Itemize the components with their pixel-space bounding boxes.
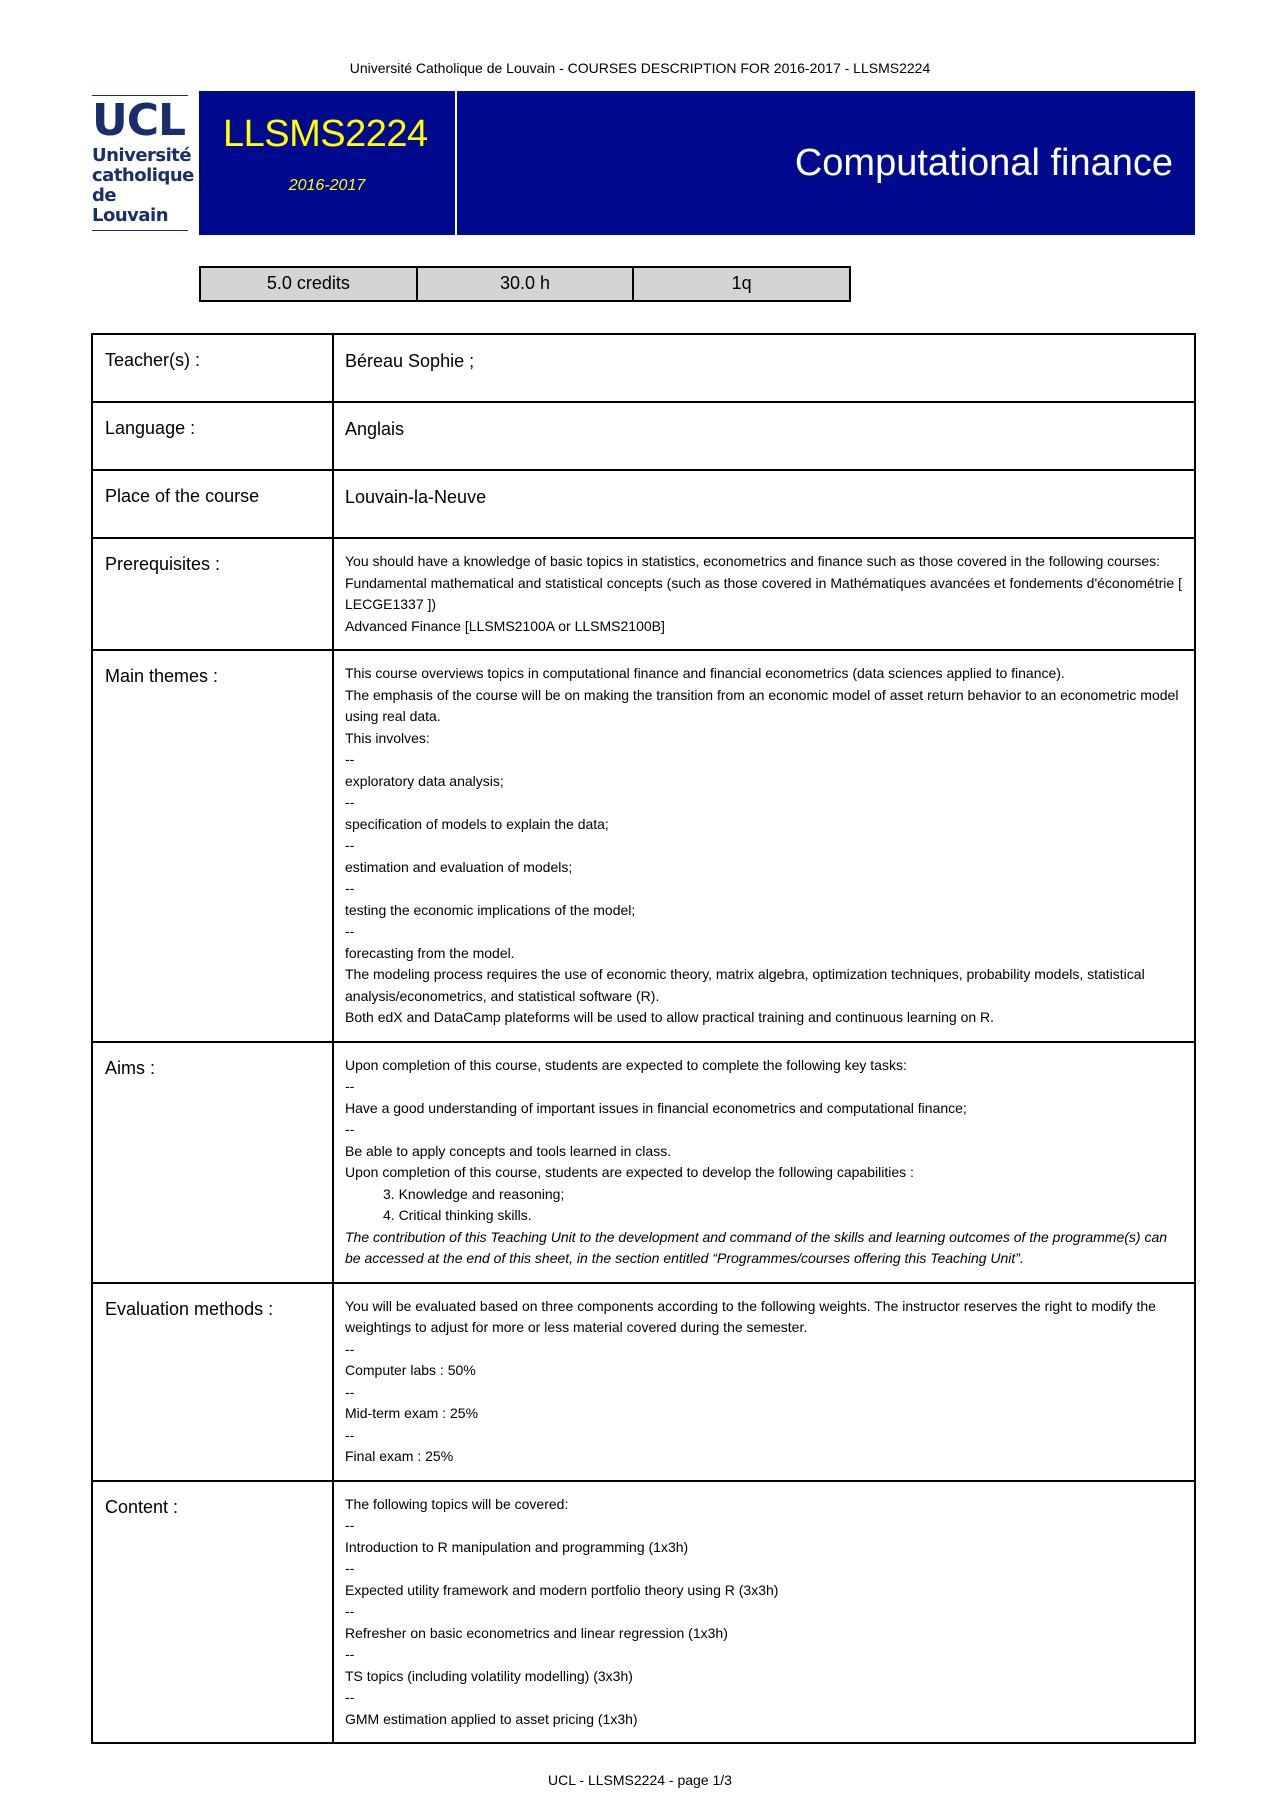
list-item: Introduction to R manipulation and programming (1x3h) <box>345 1538 689 1555</box>
list-item: Have a good understanding of important issues in financial econometrics and computational finance; <box>345 1099 967 1116</box>
text-line: Advanced Finance [LLSMS2100A or LLSMS2100B] <box>345 617 665 634</box>
place-value: Louvain-la-Neuve <box>333 470 1195 538</box>
logo-rule-bottom <box>92 230 188 231</box>
row-teachers <box>92 334 1195 402</box>
list-item: GMM estimation applied to asset pricing (1x3h) <box>345 1710 638 1727</box>
credits-value: 5.0 credits <box>201 268 418 300</box>
aims-value <box>333 1042 1195 1283</box>
row-label: Evaluation methods : <box>92 1283 333 1481</box>
themes-value <box>333 650 1195 1042</box>
list-dash: -- <box>345 1340 355 1357</box>
list-item: exploratory data analysis; <box>345 772 504 789</box>
text-line: This involves: <box>345 729 430 746</box>
text-line: Both edX and DataCamp plateforms will be used to allow practical training and continuous learning on R. <box>345 1009 995 1025</box>
prerequisites-value <box>333 538 1195 650</box>
evaluation-value <box>333 1283 1195 1481</box>
page-footer: UCL - LLSMS2224 - page 1/3 <box>548 1772 732 1788</box>
credits-bar <box>199 266 851 302</box>
list-dash: -- <box>345 1383 355 1400</box>
list-item: estimation and evaluation of models; <box>345 858 573 875</box>
academic-year: 2016-2017 <box>288 177 366 194</box>
logo-mark: UCL <box>92 95 186 146</box>
list-dash: -- <box>345 837 355 853</box>
list-dash: -- <box>345 1078 355 1094</box>
logo-line-3: de Louvain <box>92 185 169 226</box>
capability-item: 3. Knowledge and reasoning; <box>383 1185 565 1202</box>
text-line: You should have a knowledge of basic topics in statistics, econometrics and finance such as those covered in the following courses: <box>345 553 1161 569</box>
row-label: Language : <box>92 402 333 470</box>
contribution-note: The contribution of this Teaching Unit to the development and command of the skills and learning outcomes of the programme(s) can be accessed at the end of this sheet, in the section entitled “Programmes/courses offering this Teaching Unit”. <box>345 1228 1168 1266</box>
list-item: Expected utility framework and modern portfolio theory using R (3x3h) <box>345 1581 779 1598</box>
list-dash: -- <box>345 1121 355 1137</box>
teachers-value: Béreau Sophie ; <box>333 334 1195 402</box>
course-info-table <box>91 333 1196 1744</box>
list-item: Computer labs : 50% <box>345 1362 476 1378</box>
list-dash: -- <box>345 1426 355 1443</box>
term-value: 1q <box>731 273 752 293</box>
running-header: Université Catholique de Louvain - COURSES DESCRIPTION FOR 2016-2017 - LLSMS2224 <box>349 60 931 76</box>
content-value <box>333 1481 1195 1744</box>
list-item: TS topics (including volatility modelling) (3x3h) <box>345 1667 633 1684</box>
row-label: Aims : <box>92 1042 333 1283</box>
row-label: Teacher(s) : <box>92 334 333 402</box>
text-line: You will be evaluated based on three components according to the following weights. The instructor reserves the right to modify the weightings to adjust for more or less material covered during the semester. <box>345 1297 1156 1335</box>
row-label: Content : <box>92 1481 333 1744</box>
list-item: specification of models to explain the data; <box>345 815 609 832</box>
text-line: Upon completion of this course, students are expected to complete the following key tasks: <box>345 1056 907 1073</box>
list-item: forecasting from the model. <box>345 944 515 961</box>
list-dash: -- <box>345 1603 355 1619</box>
course-code: LLSMS2224 <box>223 113 428 155</box>
list-item: Be able to apply concepts and tools learned in class. <box>345 1142 672 1159</box>
list-dash: -- <box>345 1517 355 1533</box>
list-dash: -- <box>345 923 355 939</box>
ucl-logo <box>92 95 194 227</box>
capability-item: 4. Critical thinking skills. <box>383 1207 532 1223</box>
list-dash: -- <box>345 1560 355 1576</box>
course-title: Computational finance <box>794 141 1173 184</box>
course-banner <box>199 91 1195 235</box>
list-item: Final exam : 25% <box>345 1448 454 1464</box>
list-dash: -- <box>345 794 355 810</box>
logo-line-1: Université <box>92 145 192 166</box>
banner-title-block <box>457 91 1195 235</box>
list-item: Mid-term exam : 25% <box>345 1405 479 1421</box>
list-dash: -- <box>345 1689 355 1705</box>
list-item: Refresher on basic econometrics and linear regression (1x3h) <box>345 1624 728 1641</box>
row-label: Place of the course <box>92 470 333 538</box>
row-label: Prerequisites : <box>92 538 333 650</box>
list-item: testing the economic implications of the model; <box>345 901 636 918</box>
row-content <box>92 1481 1195 1744</box>
row-prerequisites <box>92 538 1195 650</box>
text-line: Fundamental mathematical and statistical concepts (such as those covered in Mathématiques avancées et fondements d'économétrie [ LECGE1337 ]) <box>345 574 1182 612</box>
text-line: This course overviews topics in computational finance and financial econometrics (data sciences applied to finance). <box>345 665 1065 681</box>
list-dash: -- <box>345 880 355 896</box>
row-language <box>92 402 1195 470</box>
row-main-themes <box>92 650 1195 1042</box>
text-line: The modeling process requires the use of economic theory, matrix algebra, optimization techniques, probability models, statistical analysis/econometrics, and statistical software (R). <box>345 966 1145 1004</box>
row-place <box>92 470 1195 538</box>
row-aims <box>92 1042 1195 1283</box>
list-dash: -- <box>345 751 355 767</box>
language-value: Anglais <box>333 402 1195 470</box>
row-label: Main themes : <box>92 650 333 1042</box>
list-dash: -- <box>345 1646 355 1662</box>
text-line: Upon completion of this course, students are expected to develop the following capabilities : <box>345 1164 914 1180</box>
text-line: The following topics will be covered: <box>345 1495 569 1512</box>
text-line: The emphasis of the course will be on making the transition from an economic model of asset return behavior to an econometric model using real data. <box>345 686 1179 724</box>
banner-code-block <box>199 91 457 235</box>
hours-value: 30.0 h <box>418 268 635 300</box>
logo-line-2: catholique <box>92 165 194 186</box>
row-evaluation <box>92 1283 1195 1481</box>
